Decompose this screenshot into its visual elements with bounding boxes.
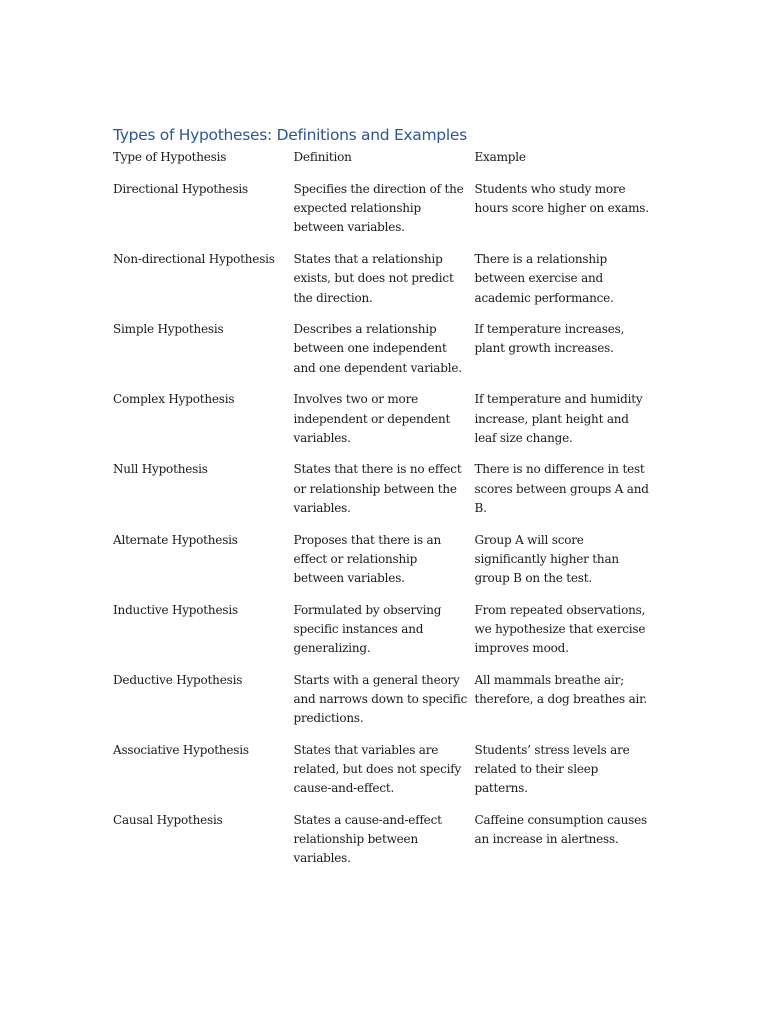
- table-row: [113, 741, 653, 811]
- cell-example: Students who study more hours score higher on exams.: [474, 182, 649, 216]
- table-row: [113, 250, 653, 320]
- cell-definition: Formulated by observing specific instances and generalizing.: [293, 602, 442, 656]
- cell-definition: Involves two or more independent or dependent variables.: [293, 392, 451, 445]
- table-row: [113, 460, 653, 530]
- table-row: [113, 601, 653, 671]
- table-row: [113, 180, 653, 250]
- cell-definition: Describes a relationship between one independent and one dependent variable.: [293, 322, 462, 375]
- hypotheses-table: [113, 148, 653, 881]
- cell-definition: Specifies the direction of the expected relationship between variables.: [293, 182, 464, 235]
- table-row: [113, 320, 653, 390]
- cell-definition: Proposes that there is an effect or relationship between variables.: [293, 532, 442, 585]
- cell-definition: States that there is no effect or relationship between the variables.: [293, 462, 462, 515]
- cell-example: If temperature increases, plant growth increases.: [474, 322, 625, 356]
- header-type: Type of Hypothesis: [113, 150, 227, 164]
- cell-definition: States that variables are related, but does not specify cause-and-effect.: [293, 742, 462, 796]
- cell-example: Group A will score significantly higher than group B on the test.: [474, 532, 619, 585]
- cell-type: Simple Hypothesis: [113, 322, 224, 337]
- cell-example: If temperature and humidity increase, plant height and leaf size change.: [474, 392, 643, 445]
- cell-type: Complex Hypothesis: [113, 392, 235, 407]
- table-row: [113, 531, 653, 601]
- cell-definition: Starts with a general theory and narrows down to specific predictions.: [293, 672, 468, 726]
- cell-type: Directional Hypothesis: [113, 182, 248, 196]
- cell-type: Non-directional Hypothesis: [113, 252, 275, 267]
- document-title: Types of Hypotheses: Definitions and Examples: [113, 126, 467, 144]
- cell-definition: States a cause-and-effect relationship between variables.: [293, 812, 442, 866]
- cell-definition: States that a relationship exists, but does not predict the direction.: [293, 252, 454, 305]
- cell-type: Null Hypothesis: [113, 462, 208, 477]
- table-row: [113, 811, 653, 881]
- cell-example: All mammals breathe air; therefore, a dog breathes air.: [474, 672, 648, 706]
- cell-example: Caffeine consumption causes an increase in alertness.: [474, 812, 647, 847]
- header-definition: Definition: [293, 150, 352, 164]
- table-row: [113, 390, 653, 460]
- cell-type: Associative Hypothesis: [113, 742, 249, 757]
- cell-type: Deductive Hypothesis: [113, 672, 243, 687]
- cell-type: Alternate Hypothesis: [113, 532, 238, 547]
- header-example: Example: [474, 150, 526, 164]
- table-body: [113, 180, 653, 881]
- cell-type: Causal Hypothesis: [113, 812, 223, 827]
- table-header: [113, 148, 653, 180]
- cell-type: Inductive Hypothesis: [113, 602, 238, 617]
- cell-example: There is no difference in test scores between groups A and B.: [474, 462, 649, 515]
- cell-example: Students’ stress levels are related to their sleep patterns.: [474, 742, 630, 796]
- table-header-row: [113, 148, 653, 180]
- cell-example: There is a relationship between exercise and academic performance.: [474, 252, 614, 305]
- table-row: [113, 671, 653, 741]
- cell-example: From repeated observations, we hypothesize that exercise improves mood.: [474, 602, 646, 656]
